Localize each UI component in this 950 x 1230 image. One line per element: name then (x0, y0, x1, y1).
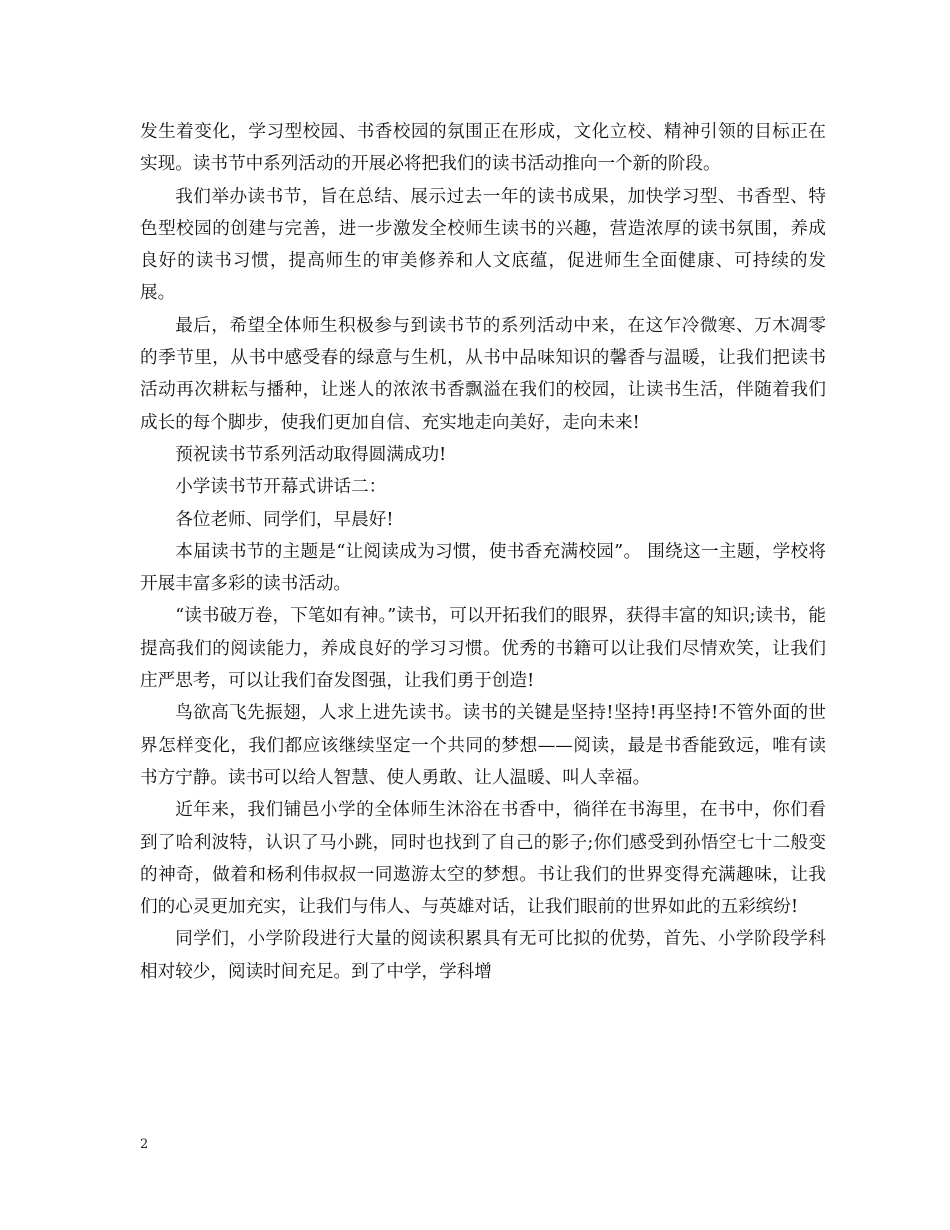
paragraph: 鸟欲高飞先振翅，人求上进先读书。读书的关键是坚持!坚持!再坚持!不管外面的世界怎样变化，我们都应该继续坚定一个共同的梦想——阅读，最是书香能致远，唯有读书方宁静。读书可以给人智慧、使人勇敢、让人温暖、叫人幸福。 (140, 703, 826, 788)
paragraph: 最后，希望全体师生积极参与到读书节的系列活动中来，在这乍冷微寒、万木凋零的季节里，从书中感受春的绿意与生机，从书中品味知识的馨香与温暖，让我们把读书活动再次耕耘与播种，让迷人的浓浓书香飘溢在我们的校园，让读书生活，伴随着我们成长的每个脚步，使我们更加自信、充实地走向美好，走向未来! (140, 315, 826, 433)
page-number: 2 (140, 1137, 149, 1152)
paragraph: “读书破万卷，下笔如有神。”读书，可以开拓我们的眼界，获得丰富的知识;读书，能提高我们的阅读能力，养成良好的学习习惯。优秀的书籍可以让我们尽情欢笑，让我们庄严思考，可以让我们奋发图强，让我们勇于创造! (140, 606, 826, 692)
paragraph: 我们举办读书节，旨在总结、展示过去一年的读书成果，加快学习型、书香型、特色型校园的创建与完善，进一步激发全校师生读书的兴趣，营造浓厚的读书氛围，养成良好的读书习惯，提高师生的审美修养和人文底蕴，促进师生全面健康、可持续的发展。 (140, 186, 826, 304)
body-text (140, 116, 826, 988)
paragraph: 近年来，我们铺邑小学的全体师生沐浴在书香中，徜徉在书海里，在书中，你们看到了哈利波特，认识了马小跳，同时也找到了自己的影子;你们感受到孙悟空七十二般变的神奇，做着和杨利伟叔叔一同遨游太空的梦想。书让我们的世界变得充满趣味，让我们的心灵更加充实，让我们与伟人、与英雄对话，让我们眼前的世界如此的五彩缤纷! (140, 800, 826, 918)
paragraph: 同学们，小学阶段进行大量的阅读积累具有无可比拟的优势，首先、小学阶段学科相对较少，阅读时间充足。到了中学，学科增 (140, 929, 826, 982)
greeting: 各位老师、同学们，早晨好! (175, 509, 394, 530)
section-heading: 小学读书节开幕式讲话二： (175, 477, 387, 498)
paragraph: 本届读书节的主题是“让阅读成为习惯，使书香充满校园”。 围绕这一主题，学校将开展丰富多彩的读书活动。 (140, 541, 826, 595)
paragraph: 预祝读书节系列活动取得圆满成功! (175, 444, 447, 465)
paragraph: 发生着变化，学习型校园、书香校园的氛围正在形成，文化立校、精神引领的目标正在实现。读书节中系列活动的开展必将把我们的读书活动推向一个新的阶段。 (140, 122, 826, 175)
